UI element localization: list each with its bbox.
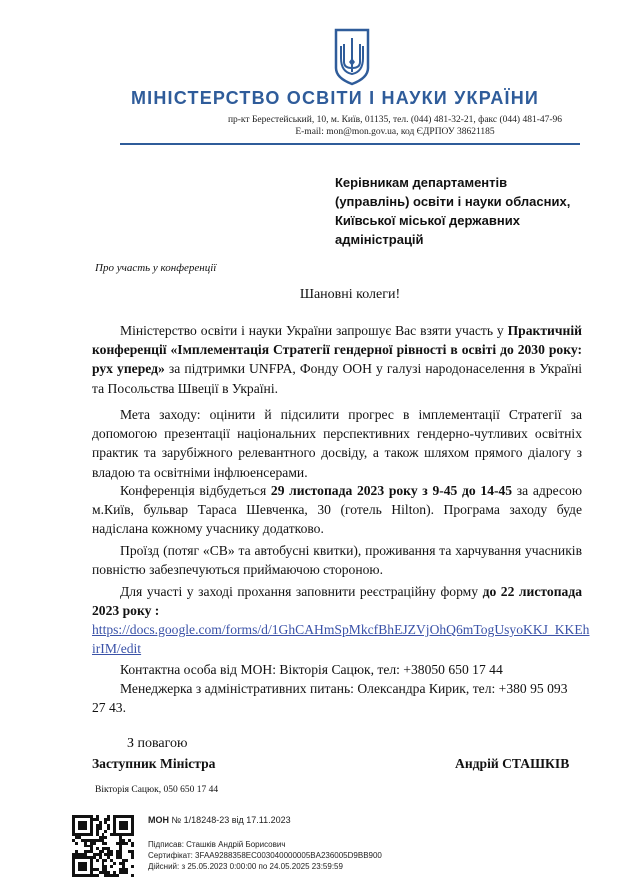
ministry-address: пр-кт Берестейський, 10, м. Київ, 01135, тел. (044) 481-32-21, факс (044) 481-47-96 xyxy=(227,115,563,125)
signer-name: Андрій СТАШКІВ xyxy=(455,756,570,771)
paragraph-text: Міністерство освіти і науки України запрошує Вас взяти участь у xyxy=(120,323,508,338)
paragraph-invitation xyxy=(92,321,582,398)
conference-date: 29 листопада 2023 року з 9-45 до 14-45 xyxy=(270,483,513,498)
addressee-line: адміністрацій xyxy=(335,232,424,247)
closing-regards: З повагою xyxy=(127,736,188,751)
registration-prefix: МОН xyxy=(148,815,169,825)
paragraph-expenses: Проїзд (потяг «СВ» та автобусні квитки), проживання та харчування учасників повністю забезпечуються приймаючою стороною. xyxy=(92,543,582,578)
addressee-line: Керівникам департаментів xyxy=(335,175,508,190)
certificate-validity: Дійсний: з 25.05.2023 0:00:00 по 24.05.2025 23:59:59 xyxy=(148,862,343,871)
certificate-id: Сертифікат: 3FAA9288358EC003040000005BA236005D9BB900 xyxy=(148,851,382,860)
qr-code-icon xyxy=(72,815,134,877)
registration-deadline: до 22 листопада 2023 року : xyxy=(92,584,582,619)
header-divider xyxy=(120,143,580,145)
signer-position: Заступник Міністра xyxy=(92,756,216,771)
trident-emblem-icon xyxy=(332,28,372,86)
paragraph-text: Для участі у заході прохання заповнити реєстраційну форму xyxy=(120,584,483,599)
addressee-line: Київської міської державних xyxy=(335,213,520,228)
greeting: Шановні колеги! xyxy=(299,287,401,302)
paragraph-goal: Мета заходу: оцінити й підсилити прогрес в імплементації Стратегії за допомогою презентації національних перспективних гендерно-чутливих освітніх практик та зарубіжного релевантного досвіду, а також шляхом прямого діалогу з владою та освітніми інфлюенсерами. xyxy=(92,407,582,480)
paragraph-text: за адресою м.Київ, бульвар Тараса Шевченка, 30 (готель Hilton). Програма заходу буде надіслана кожному учаснику додатково. xyxy=(92,483,582,537)
letter-subject: Про участь у конференції xyxy=(95,262,217,274)
addressee-line: (управлінь) освіти і науки обласних, xyxy=(335,194,571,209)
paragraph-text: Конференція відбудеться xyxy=(120,483,271,498)
executor-info: Вікторія Сацюк, 050 650 17 44 xyxy=(95,785,219,795)
digital-signer: Підписав: Сташків Андрій Борисович xyxy=(148,840,286,849)
conference-title: Практичній конференції «Імплементація Стратегії гендерної рівності в освіті до 2030 року: рух уперед» xyxy=(92,323,582,377)
registration-value: № 1/18248-23 від 17.11.2023 xyxy=(171,815,291,825)
registration-number xyxy=(148,815,291,825)
ministry-title: МІНІСТЕРСТВО ОСВІТИ І НАУКИ УКРАЇНИ xyxy=(130,88,540,108)
paragraph-registration xyxy=(92,582,582,620)
admin-manager-contact: Менеджерка з адміністративних питань: Олександра Кирик, тел: +380 95 093 27 43. xyxy=(92,681,568,716)
contact-person: Контактна особа від МОН: Вікторія Сацюк, тел: +38050 650 17 44 xyxy=(120,662,503,677)
registration-form-link[interactable]: https://docs.google.com/forms/d/1GhCAHmSpMkcfBhEJZVjOhQ6mTogUsyoKKJ_KKEhirIM/edit xyxy=(92,622,590,657)
paragraph-text: за підтримки UNFPA, Фонду ООН у галузі народонаселення в Україні та Посольства Швеції в Україні. xyxy=(92,361,583,396)
addressee-block xyxy=(335,173,605,249)
ministry-contacts: E-mail: mon@mon.gov.ua, код ЄДРПОУ 38621185 xyxy=(295,127,495,137)
paragraph-date-venue xyxy=(92,481,582,539)
